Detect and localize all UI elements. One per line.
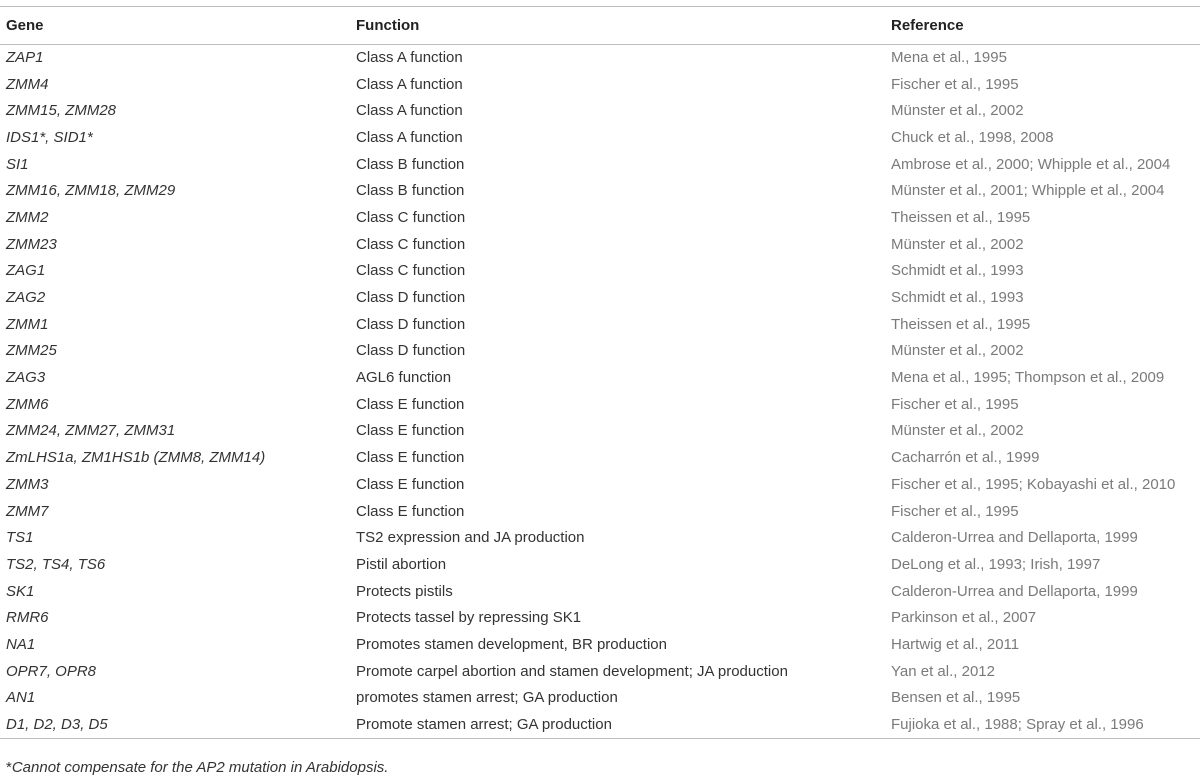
cell-function: Promote carpel abortion and stamen development; JA production [356, 662, 788, 680]
cell-reference: Theissen et al., 1995 [891, 315, 1031, 333]
cell-reference: Fujioka et al., 1988; Spray et al., 1996 [887, 712, 1200, 739]
cell-function: Class D function [356, 315, 466, 333]
cell-function: promotes stamen arrest; GA production [356, 689, 618, 707]
table-row [0, 632, 1200, 659]
cell-reference: Chuck et al., 1998, 2008 [891, 128, 1054, 146]
table-row [0, 178, 1200, 205]
cell-function: Class E function [356, 475, 465, 493]
cell-gene: IDS1*, SID1* [6, 128, 93, 146]
table-body [0, 45, 1200, 739]
cell-function: Class D function [356, 289, 466, 307]
cell-gene: SI1 [6, 155, 29, 173]
cell-reference: Münster et al., 2002 [891, 235, 1024, 253]
cell-gene: ZMM25 [6, 342, 57, 360]
table-row [0, 285, 1200, 312]
footnote-marker: * [6, 759, 12, 776]
table-row [0, 445, 1200, 472]
cell-gene: ZAG3 [6, 369, 46, 387]
table-row [0, 45, 1200, 72]
table-row [0, 498, 1200, 525]
table-row [0, 525, 1200, 552]
cell-reference: Bensen et al., 1995 [891, 689, 1021, 707]
cell-gene: ZMM24, ZMM27, ZMM31 [6, 422, 176, 440]
cell-gene: ZAP1 [6, 49, 44, 67]
cell-reference: Münster et al., 2002 [891, 422, 1024, 440]
cell-gene: TS1 [6, 529, 34, 547]
cell-function: Class E function [356, 502, 465, 520]
cell-function: Promotes stamen development, BR production [356, 635, 667, 653]
cell-gene: ZMM6 [6, 395, 49, 413]
cell-function: Class E function [356, 449, 465, 467]
cell-function: TS2 expression and JA production [356, 529, 585, 547]
cell-function: Class B function [356, 155, 465, 173]
table-row [0, 151, 1200, 178]
cell-reference: Münster et al., 2001; Whipple et al., 2004 [891, 182, 1165, 200]
table-row [0, 231, 1200, 258]
cell-gene: ZMM4 [6, 75, 49, 93]
cell-reference: Parkinson et al., 2007 [891, 609, 1037, 627]
cell-reference: Fischer et al., 1995 [891, 395, 1019, 413]
cell-reference: Calderon-Urrea and Dellaporta, 1999 [891, 529, 1138, 547]
cell-reference: Schmidt et al., 1993 [891, 289, 1024, 307]
table-footnote [6, 759, 388, 776]
cell-function: Class A function [356, 49, 463, 67]
cell-function: Class A function [356, 102, 463, 120]
cell-function: Class D function [356, 342, 466, 360]
cell-reference: Ambrose et al., 2000; Whipple et al., 2004 [891, 155, 1171, 173]
cell-gene: ZMM15, ZMM28 [6, 102, 117, 120]
cell-reference: Hartwig et al., 2011 [891, 635, 1020, 653]
cell-function: Class B function [356, 182, 465, 200]
cell-gene: ZMM16, ZMM18, ZMM29 [6, 182, 176, 200]
cell-reference: Yan et al., 2012 [891, 662, 995, 680]
cell-function: Class C function [356, 208, 466, 226]
cell-gene: ZMM7 [6, 502, 49, 520]
cell-reference: DeLong et al., 1993; Irish, 1997 [891, 555, 1101, 573]
table-row [0, 391, 1200, 418]
table-row [0, 365, 1200, 392]
table-row [0, 658, 1200, 685]
cell-gene: RMR6 [6, 609, 49, 627]
cell-gene: ZMM3 [6, 475, 49, 493]
table-row [0, 418, 1200, 445]
header-function: Function [352, 7, 887, 45]
table-header [0, 7, 1200, 45]
cell-reference: Fischer et al., 1995; Kobayashi et al., 2010 [891, 475, 1176, 493]
header-row [0, 7, 1200, 45]
cell-gene: AN1 [6, 689, 36, 707]
table-row [0, 472, 1200, 499]
cell-gene: D1, D2, D3, D5 [0, 712, 352, 739]
cell-function: Class A function [356, 128, 463, 146]
cell-function: Pistil abortion [356, 555, 447, 573]
cell-reference: Theissen et al., 1995 [891, 208, 1031, 226]
header-gene: Gene [0, 7, 352, 45]
cell-function: Promote stamen arrest; GA production [352, 712, 887, 739]
cell-function: Class C function [356, 262, 466, 280]
cell-function: Protects tassel by repressing SK1 [356, 609, 582, 627]
cell-gene: ZAG1 [6, 262, 46, 280]
cell-function: Class C function [356, 235, 466, 253]
table-row [0, 311, 1200, 338]
table-row [0, 258, 1200, 285]
cell-function: AGL6 function [356, 369, 452, 387]
footnote-text: Cannot compensate for the AP2 mutation in Arabidopsis. [11, 759, 389, 776]
cell-reference: Cacharrón et al., 1999 [891, 449, 1040, 467]
cell-gene: NA1 [6, 635, 36, 653]
header-reference: Reference [887, 7, 1200, 45]
cell-function: Class E function [356, 422, 465, 440]
cell-reference: Fischer et al., 1995 [891, 502, 1019, 520]
cell-function: Class A function [356, 75, 463, 93]
cell-reference: Mena et al., 1995; Thompson et al., 2009 [891, 369, 1165, 387]
cell-gene: ZAG2 [6, 289, 46, 307]
gene-function-table [0, 6, 1200, 739]
cell-reference: Schmidt et al., 1993 [891, 262, 1024, 280]
table-row [0, 578, 1200, 605]
cell-reference: Mena et al., 1995 [891, 49, 1007, 67]
cell-gene: ZMM2 [6, 208, 49, 226]
cell-reference: Fischer et al., 1995 [891, 75, 1019, 93]
cell-gene: SK1 [6, 582, 35, 600]
cell-gene: ZMM1 [6, 315, 49, 333]
table-row [0, 685, 1200, 712]
table-row [0, 338, 1200, 365]
cell-function: Protects pistils [356, 582, 453, 600]
cell-gene: TS2, TS4, TS6 [6, 555, 106, 573]
cell-gene: ZMM23 [6, 235, 57, 253]
table-row [0, 605, 1200, 632]
cell-gene: ZmLHS1a, ZM1HS1b (ZMM8, ZMM14) [6, 449, 266, 467]
table-row [0, 205, 1200, 232]
table-row [0, 71, 1200, 98]
table-row [0, 712, 1200, 739]
table-row [0, 125, 1200, 152]
cell-reference: Münster et al., 2002 [891, 102, 1024, 120]
cell-reference: Calderon-Urrea and Dellaporta, 1999 [891, 582, 1138, 600]
cell-gene: OPR7, OPR8 [6, 662, 97, 680]
table-row [0, 98, 1200, 125]
table-row [0, 552, 1200, 579]
cell-reference: Münster et al., 2002 [891, 342, 1024, 360]
cell-function: Class E function [356, 395, 465, 413]
